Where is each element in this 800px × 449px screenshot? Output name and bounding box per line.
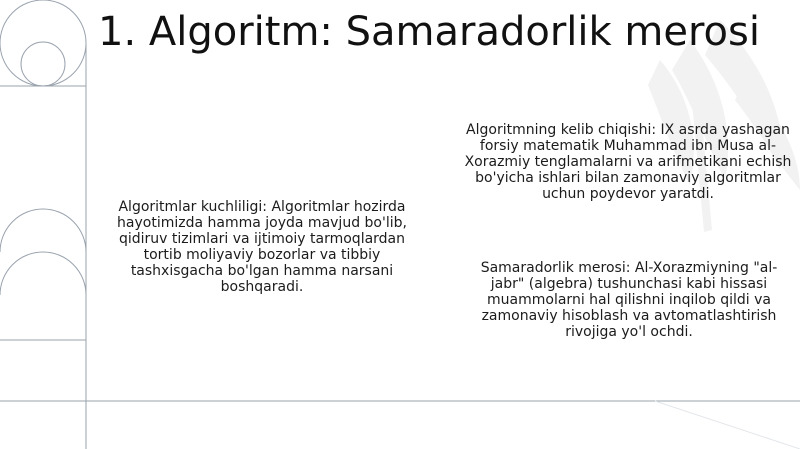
small-circle-outline xyxy=(21,42,65,86)
text-block-efficiency-legacy: Samaradorlik merosi: Al-Xorazmiyning "al-jabr" (algebra) tushunchasi kabi hissasi muammolarni hal qilishni inqilob qildi va zamonaviy hisoblash va avtomatlashtirish rivojiga yo'l ochdi. xyxy=(480,260,778,340)
upper-arch-outline xyxy=(0,209,86,252)
text-block-algorithm-power: Algoritmlar kuchliligi: Algoritmlar hozirda hayotimizda hamma joyda mavjud bo'lib, qidiruv tizimlari va ijtimoiy tarmoqlardan tortib moliyaviy bozorlar va tibbiy tashxisgacha bo'lgan hamma narsani boshqaradi. xyxy=(117,199,407,295)
corner-diagonal-line xyxy=(655,401,800,449)
large-circle-outline xyxy=(0,0,86,86)
slide-title: 1. Algoritm: Samaradorlik merosi xyxy=(98,9,760,55)
lower-arch-outline xyxy=(0,252,86,295)
text-block-algorithm-origin: Algoritmning kelib chiqishi: IX asrda yashagan forsiy matematik Muhammad ibn Musa al-Xorazmiy tenglamalarni va arifmetikani echish bo'yicha ishlari bilan zamonaviy algoritmlar uchun poydevor yaratdi. xyxy=(464,122,792,202)
